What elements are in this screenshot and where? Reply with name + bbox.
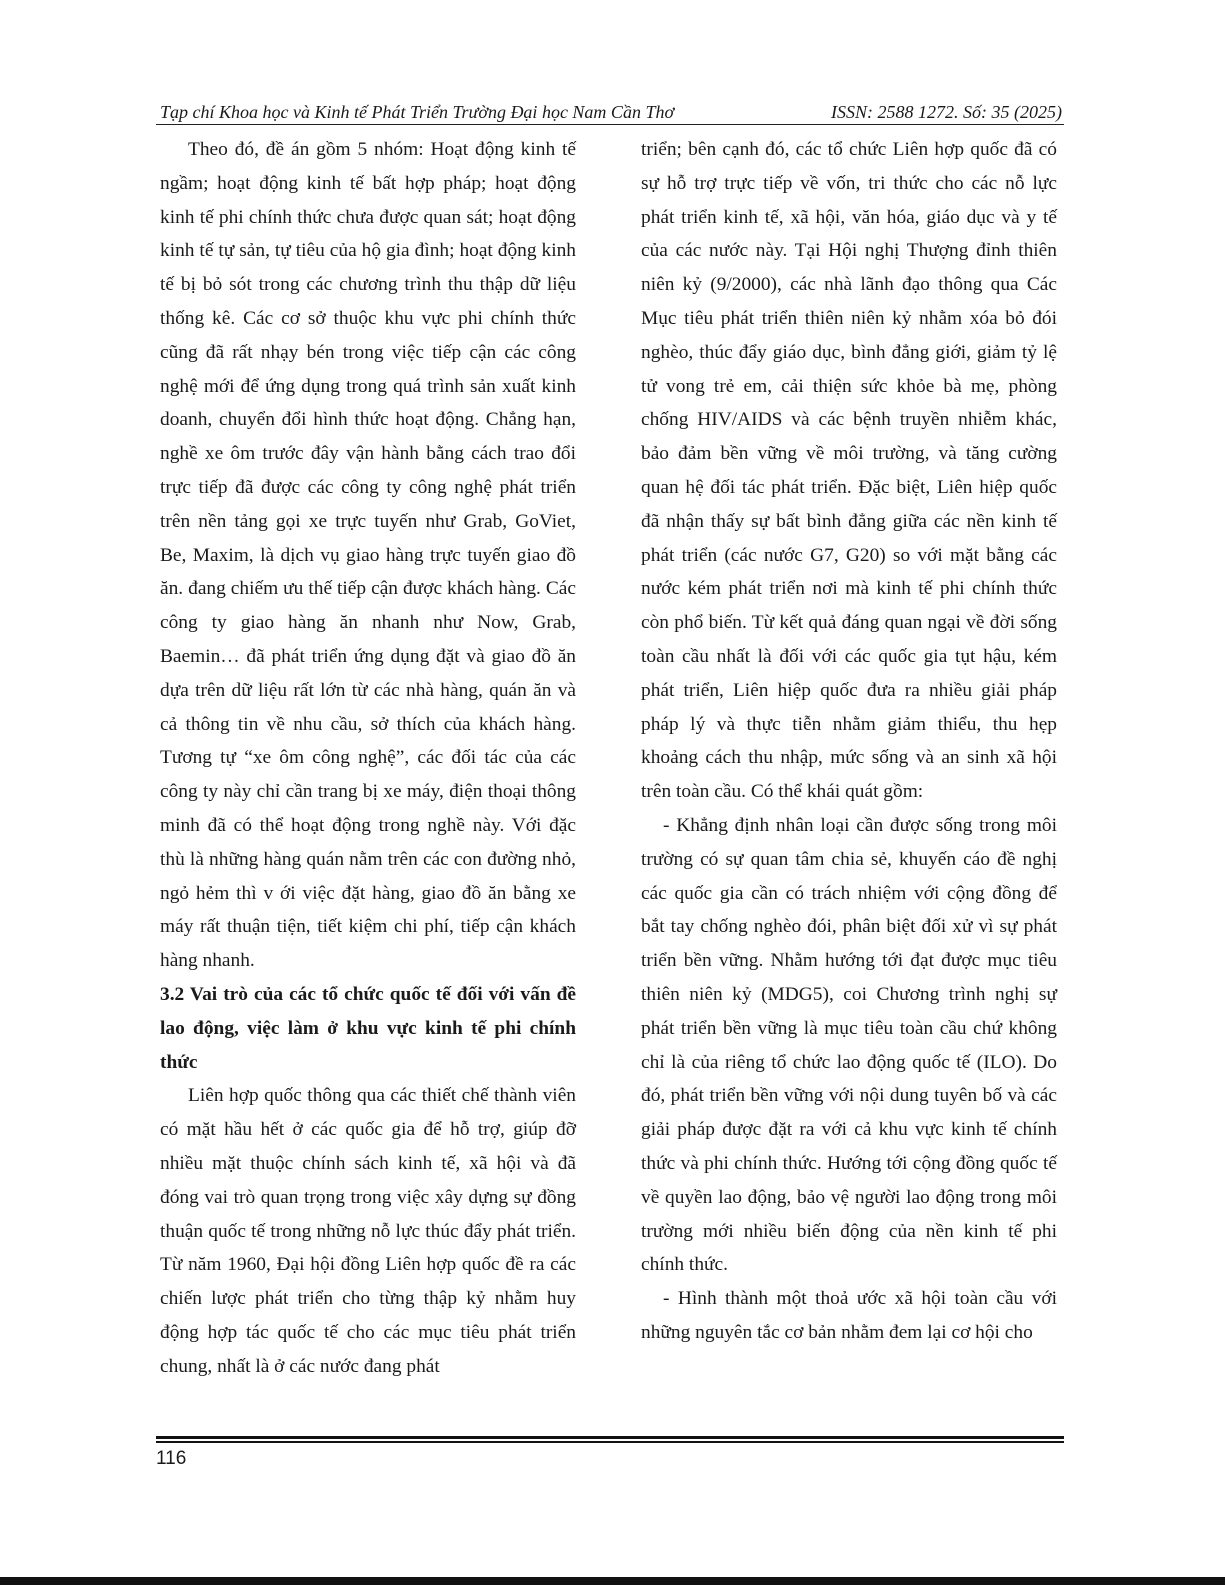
footer-rule-thin: [156, 1441, 1064, 1443]
paragraph-united-nations: Liên hợp quốc thông qua các thiết chế thành viên có mặt hầu hết ở các quốc gia để hỗ trợ, giúp đỡ nhiều mặt thuộc chính sách kinh tế, xã hội và đã đóng vai trò quan trọng trong việc xây dựng sự đồng thuận quốc tế trong những nỗ lực thúc đẩy phát triển. Từ năm 1960, Đại hội đồng Liên hợp quốc đề ra các chiến lược phát triển cho từng thập kỷ nhằm huy động hợp tác quốc tế cho các mục tiêu phát triển chung, nhất là ở các nước đang phát: [160, 1085, 576, 1377]
paragraph-informal-economy-groups: Theo đó, đề án gồm 5 nhóm: Hoạt động kinh tế ngầm; hoạt động kinh tế bất hợp pháp; hoạt động kinh tế phi chính thức chưa được quan sát; hoạt động kinh tế tự sản, tự tiêu của hộ gia đình; hoạt động kinh tế bị bỏ sót trong các chương trình thu thập dữ liệu thống kê. Các cơ sở thuộc khu vực phi chính thức cũng đã rất nhạy bén trong việc tiếp cận các công nghệ mới để ứng dụng trong quá trình sản xuất kinh doanh, chuyển đổi hình thức hoạt động. Chẳng hạn, nghề xe ôm trước đây vận hành bằng cách trao đổi trực tiếp đã được các công ty công nghệ phát triển trên nền tảng gọi xe trực tuyến như Grab, GoViet, Be, Maxim, là dịch vụ giao hàng trực tuyến giao đồ ăn. đang chiếm ưu thế tiếp cận được khách hàng. Các công ty giao hàng ăn nhanh như Now, Grab, Baemin… đã phát triển ứng dụng đặt và giao đồ ăn dựa trên dữ liệu rất lớn từ các nhà hàng, quán ăn và cả thông tin về nhu cầu, sở thích của khách hàng. Tương tự “xe ôm công nghệ”, các đối tác của các công ty này chỉ cần trang bị xe máy, điện thoại thông minh đã có thể hoạt động trong nghề này. Với đặc thù là những hàng quán nằm trên các con đường nhỏ, ngỏ hẻm thì v ới việc đặt hàng, giao đồ ăn bằng xe máy rất thuận tiện, tiết kiệm chi phí, tiếp cận khách hàng nhanh.: [160, 139, 576, 972]
journal-title: Tạp chí Khoa học và Kinh tế Phát Triển Trường Đại học Nam Cần Thơ: [160, 102, 675, 122]
section-heading-3-2: 3.2 Vai trò của các tổ chức quốc tế đối với vấn đề lao động, việc làm ở khu vực kinh tế phi chính thức: [160, 983, 576, 1073]
footer-rule-thick: [156, 1436, 1064, 1439]
bullet-item-1: - Khẳng định nhân loại cần được sống trong môi trường có sự quan tâm chia sẻ, khuyến cáo đề nghị các quốc gia cần có trách nhiệm với cộng đồng để bắt tay chống nghèo đói, phân biệt đối xử vì sự phát triển bền vững. Nhằm hướng tới đạt được mục tiêu thiên niên kỷ (MDG5), coi Chương trình nghị sự phát triển bền vững là mục tiêu toàn cầu chứ không chỉ là của riêng tổ chức lao động quốc tế (ILO). Do đó, phát triển bền vững với nội dung tuyên bố và các giải pháp được đặt ra với cả khu vực kinh tế chính thức và phi chính thức. Hướng tới cộng đồng quốc tế về quyền lao động, bảo vệ người lao động trong môi trường mới nhiều biến động của nền kinh tế phi chính thức.: [641, 814, 1057, 1276]
left-column: [160, 133, 576, 1383]
running-header: [160, 99, 1062, 125]
paragraph-millennium-goals: triển; bên cạnh đó, các tổ chức Liên hợp quốc đã có sự hỗ trợ trực tiếp về vốn, tri thức cho các nỗ lực phát triển kinh tế, xã hội, văn hóa, giáo dục và y tế của các nước này. Tại Hội nghị Thượng đỉnh thiên niên kỷ (9/2000), các nhà lãnh đạo thông qua Các Mục tiêu phát triển thiên niên kỷ nhằm xóa bỏ đói nghèo, thúc đẩy giáo dục, bình đẳng giới, giảm tỷ lệ tử vong trẻ em, cải thiện sức khỏe bà mẹ, phòng chống HIV/AIDS và các bệnh truyền nhiễm khác, bảo đảm bền vững về môi trường, và tăng cường quan hệ đối tác phát triển. Đặc biệt, Liên hiệp quốc đã nhận thấy sự bất bình đẳng giữa các nền kinh tế phát triển (các nước G7, G20) so với mặt bằng các nước kém phát triển nơi mà kinh tế phi chính thức còn phổ biến. Từ kết quả đáng quan ngại về đời sống toàn cầu nhất là đối với các quốc gia tụt hậu, kém phát triển, Liên hiệp quốc đưa ra nhiều giải pháp pháp lý và thực tiễn nhằm giảm thiểu, thu hẹp khoảng cách thu nhập, mức sống và an sinh xã hội trên toàn cầu. Có thể khái quát gồm:: [641, 139, 1057, 803]
header-rule: [156, 124, 1064, 125]
bullet-item-2: - Hình thành một thoả ước xã hội toàn cầu với những nguyên tắc cơ bản nhằm đem lại cơ hội cho: [641, 1288, 1057, 1343]
scan-edge-band: [0, 1577, 1225, 1585]
page-number: 116: [156, 1448, 187, 1469]
issn-issue: ISSN: 2588 1272. Số: 35 (2025): [831, 102, 1062, 122]
right-column: [641, 133, 1057, 1350]
